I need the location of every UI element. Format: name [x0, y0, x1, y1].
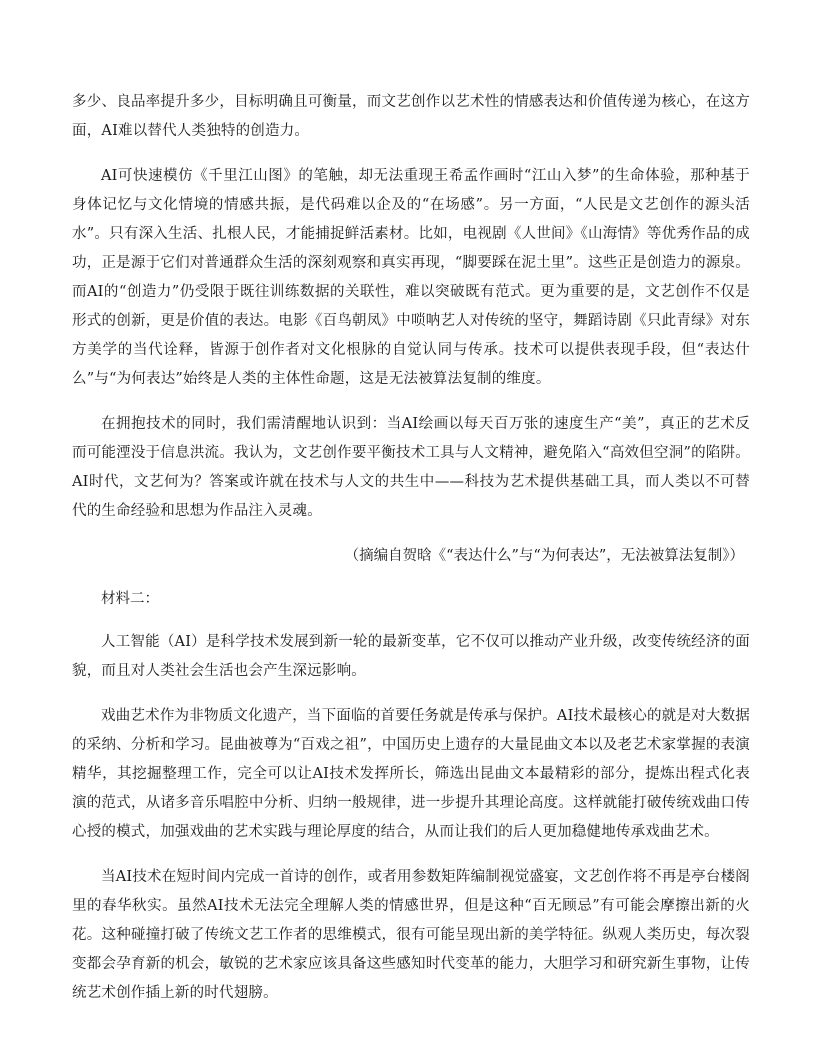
paragraph-ai-creation: 当AI技术在短时间内完成一首诗的创作，或者用参数矩阵编制视觉盛宴，文艺创作将不再是亭台楼阁里的春华秋实。虽然AI技术无法完全理解人类的情感世界，但是这种“百无顾忌”有可能会摩擦出新的火花。这种碰撞打破了传统文艺工作者的思维模式，很有可能呈现出新的美学特征。纵观人类历史，每次裂变都会孕育新的机会，敏锐的艺术家应该具备这些感知时代变革的能力，大胆学习和研究新生事物，让传统艺术创作插上新的时代翅膀。 — [72, 869, 750, 1001]
paragraph-ai-intro: 人工智能（AI）是科学技术发展到新一轮的最新变革，它不仅可以推动产业升级，改变传统经济的面貌，而且对人类社会生活也会产生深远影响。 — [72, 634, 750, 679]
paragraph-ai-imitation: AI可快速模仿《千里江山图》的笔触，却无法重现王希孟作画时“江山入梦”的生命体验，那种基于身体记忆与文化情境的情感共振，是代码难以企及的“在场感”。另一方面，“人民是文艺创作的源头活水”。只有深入生活、扎根人民，才能捕捉鲜活素材。比如，电视剧《人世间》《山海情》等优秀作品的成功，正是源于它们对普通群众生活的深刻观察和真实再现，“脚要踩在泥土里”。这些正是创造力的源泉。而AI的“创造力”仍受限于既往训练数据的关联性，难以突破既有范式。更为重要的是，文艺创作不仅是形式的创新，更是价值的表达。电影《百鸟朝凤》中唢呐艺人对传统的坚守，舞蹈诗剧《只此青绿》对东方美学的当代诠释，皆源于创作者对文化根脉的自觉认同与传承。技术可以提供表现手段，但“表达什么”与“为何表达”始终是人类的主体性命题，这是无法被算法复制的维度。 — [72, 168, 750, 387]
source-citation: （摘编自贺晗《“表达什么”与“为何表达”，无法被算法复制》） — [344, 548, 744, 564]
material-two-label: 材料二： — [101, 591, 159, 607]
paragraph-opera-heritage: 戏曲艺术作为非物质文化遗产，当下面临的首要任务就是传承与保护。AI技术最核心的就是对大数据的采纳、分析和学习。昆曲被尊为“百戏之祖”，中国历史上遗存的大量昆曲文本以及老艺术家掌握的表演精华，其挖掘整理工作，完全可以让AI技术发挥所长，筛选出昆曲文本最精彩的部分，提炼出程式化表演的范式，从诸多音乐唱腔中分析、归纳一般规律，进一步提升其理论高度。这样就能打破传统戏曲口传心授的模式，加强戏曲的艺术实践与理论厚度的结合，从而让我们的后人更加稳健地传承戏曲艺术。 — [72, 708, 750, 840]
paragraph-embrace-technology: 在拥抱技术的同时，我们需清醒地认识到：当AI绘画以每天百万张的速度生产“美”，真正的艺术反而可能湮没于信息洪流。我认为，文艺创作要平衡技术工具与人文精神，避免陷入“高效但空洞”的陷阱。AI时代，文艺何为？答案或许就在技术与人文的共生中——科技为艺术提供基础工具，而人类以不可替代的生命经验和思想为作品注入灵魂。 — [72, 416, 750, 519]
paragraph-continued: 多少、良品率提升多少，目标明确且可衡量，而文艺创作以艺术性的情感表达和价值传递为核心，在这方面，AI难以替代人类独特的创造力。 — [72, 94, 750, 139]
document-page — [72, 88, 750, 1024]
